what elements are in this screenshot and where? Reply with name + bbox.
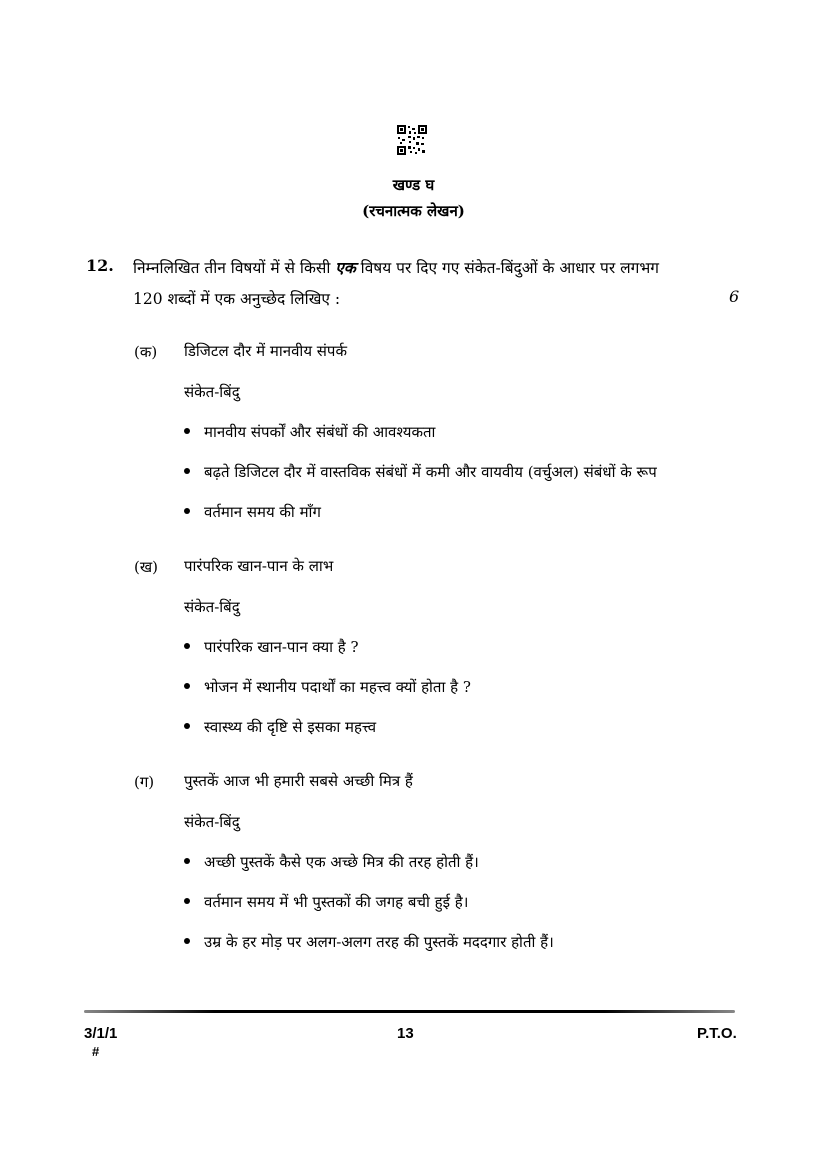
bullet-text: वर्तमान समय में भी पुस्तकों की जगह बची हुई है। <box>204 893 469 911</box>
bullet-text: भोजन में स्थानीय पदार्थों का महत्त्व क्यों होता है ? <box>204 678 471 696</box>
option-label: (ख) <box>134 558 158 576</box>
bullet-point <box>184 462 657 482</box>
bullet-icon <box>184 898 190 904</box>
bullet-text: वर्तमान समय की माँग <box>204 503 321 521</box>
bullet-text: मानवीय संपर्कों और संबंधों की आवश्यकता <box>204 423 436 441</box>
bullet-icon <box>184 508 190 514</box>
bullet-text: बढ़ते डिजिटल दौर में वास्तविक संबंधों में कमी और वायवीय (वर्चुअल) संबंधों के रूप <box>204 463 657 481</box>
hint-label: संकेत-बिंदु <box>184 598 240 616</box>
paper-code: 3/1/1 <box>84 1025 118 1042</box>
question-text-line2: 120 शब्दों में एक अनुच्छेद लिखिए : <box>133 290 341 308</box>
question-emphasis: एक <box>335 258 356 277</box>
question-marks: 6 <box>729 287 740 306</box>
option-label: (क) <box>134 343 158 361</box>
hash-mark: # <box>92 1044 100 1059</box>
option-label: (ग) <box>134 773 155 791</box>
section-subtitle: (रचनात्मक लेखन) <box>362 202 465 220</box>
bullet-icon <box>184 643 190 649</box>
bullet-point <box>184 852 479 872</box>
pto-label: P.T.O. <box>697 1025 737 1042</box>
bullet-point <box>184 932 554 952</box>
hint-label: संकेत-बिंदु <box>184 383 240 401</box>
bullet-point <box>184 502 321 522</box>
footer-divider <box>84 1010 735 1013</box>
bullet-text: उम्र के हर मोड़ पर अलग-अलग तरह की पुस्तकें मददगार होती हैं। <box>204 933 554 951</box>
question-text-part: विषय पर दिए गए संकेत-बिंदुओं के आधार पर लगभग <box>355 259 659 277</box>
bullet-text: पारंपरिक खान-पान क्या है ? <box>204 638 359 656</box>
question-text-part: निम्नलिखित तीन विषयों में से किसी <box>133 259 336 277</box>
bullet-point <box>184 677 471 697</box>
page-number: 13 <box>397 1025 414 1042</box>
option-title: पुस्तकें आज भी हमारी सबसे अच्छी मित्र हैं <box>184 772 413 790</box>
hint-label: संकेत-बिंदु <box>184 813 240 831</box>
bullet-point <box>184 422 435 442</box>
option-title: पारंपरिक खान-पान के लाभ <box>184 557 334 575</box>
question-text-line1 <box>133 256 659 278</box>
bullet-icon <box>184 683 190 689</box>
qr-code-icon <box>397 125 427 155</box>
bullet-icon <box>184 858 190 864</box>
bullet-icon <box>184 723 190 729</box>
bullet-point <box>184 637 359 657</box>
bullet-icon <box>184 938 190 944</box>
bullet-icon <box>184 428 190 434</box>
bullet-text: स्वास्थ्य की दृष्टि से इसका महत्त्व <box>204 718 377 736</box>
bullet-point <box>184 892 468 912</box>
bullet-point <box>184 717 376 737</box>
section-title: खण्ड घ <box>392 176 435 194</box>
bullet-icon <box>184 468 190 474</box>
question-number: 12. <box>86 256 114 275</box>
option-title: डिजिटल दौर में मानवीय संपर्क <box>184 342 347 360</box>
bullet-text: अच्छी पुस्तकें कैसे एक अच्छे मित्र की तरह होती हैं। <box>204 853 479 871</box>
